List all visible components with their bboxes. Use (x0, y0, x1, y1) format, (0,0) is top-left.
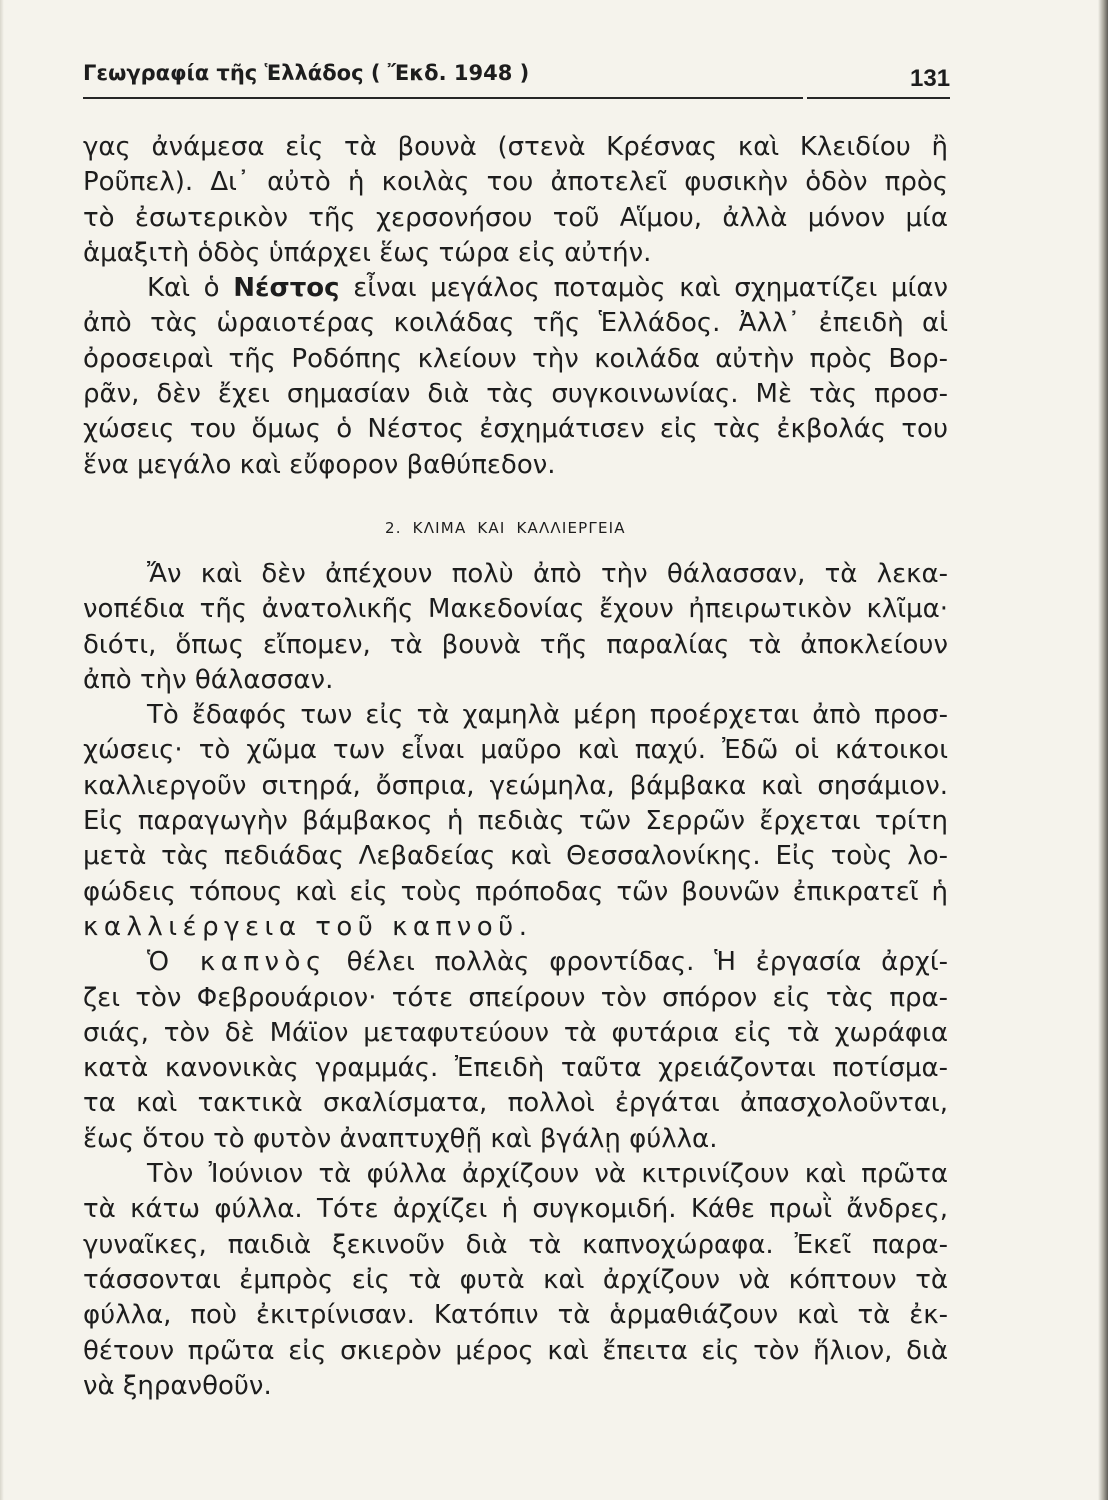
paragraph (83, 130, 948, 271)
text-segment: Καὶ ὁ (147, 273, 220, 304)
text-line: γας ἀνάμεσα εἰς τὰ βουνὰ (στενὰ Κρέσνας καὶ Κλειδίου ἢ (83, 132, 948, 162)
text-line: ἀπὸ τὰς ὡραιοτέρας κοιλάδας τῆς Ἑλλάδος. Ἀλλ᾽ ἐπειδὴ αἱ (83, 308, 948, 339)
text-line: χώσεις του ὅμως ὁ Νέστος ἐσχημάτισεν εἰς τὰς ἐκβολάς του (83, 414, 948, 445)
text-line (83, 271, 948, 306)
text-line: Τὸν Ἰούνιον τὰ φύλλα ἀρχίζουν νὰ κιτρινίζουν καὶ πρῶτα (147, 1159, 948, 1190)
text-line: Εἰς παραγωγὴν βάμβακος ἡ πεδιὰς τῶν Σερρῶν ἔρχεται τρίτη (83, 806, 948, 837)
section-heading: 2. ΚΛΙΜΑ ΚΑΙ ΚΑΛΛΙΕΡΓΕΙΑ (385, 519, 626, 537)
text-line: ρᾶν, δὲν ἔχει σημασίαν διὰ τὰς συγκοινωνίας. Μὲ τὰς προσ- (83, 379, 948, 410)
paragraph (83, 557, 948, 698)
text-line: φώδεις τόπους καὶ εἰς τοὺς πρόποδας τῶν βουνῶν ἐπικρατεῖ ἡ (83, 876, 948, 907)
text-line: διότι, ὅπως εἴπομεν, τὰ βουνὰ τῆς παραλίας τὰ ἀποκλείουν (83, 629, 948, 660)
text-line: τα καὶ τακτικὰ σκαλίσματα, πολλοὶ ἐργάται ἀπασχολοῦνται, (83, 1088, 948, 1119)
text-line: θέτουν πρῶτα εἰς σκιερὸν μέρος καὶ ἔπειτα εἰς τὸν ἥλιον, διὰ (83, 1335, 948, 1366)
paragraph (83, 1157, 948, 1404)
text-line: Ἄν καὶ δὲν ἀπέχουν πολὺ ἀπὸ τὴν θάλασσαν, τὰ λεκα- (147, 559, 948, 589)
text-line: τὰ κάτω φύλλα. Τότε ἀρχίζει ἡ συγκομιδή. Κάθε πρωῒ ἄνδρες, (83, 1194, 948, 1225)
running-title: Γεωγραφία τῆς Ἑλλάδος ( Ἔκδ. 1948 ) (83, 61, 530, 85)
text-line (83, 945, 948, 980)
page-edge-right (1098, 0, 1108, 1500)
spaced-term: Ὁ καπνὸς (147, 947, 327, 978)
text-line: νὰ ξηρανθοῦν. (83, 1370, 272, 1401)
text-line: χώσεις· τὸ χῶμα των εἶναι μαῦρο καὶ παχύ. Ἐδῶ οἱ κάτοικοι (83, 735, 948, 766)
running-head (83, 60, 529, 86)
bold-term: Νέστος (233, 273, 340, 304)
section-1-text (83, 130, 948, 483)
text-line: Τὸ ἔδαφός των εἰς τὰ χαμηλὰ μέρη προέρχεται ἀπὸ προσ- (147, 700, 948, 731)
text-line: σιάς, τὸν δὲ Μάϊον μεταφυτεύουν τὰ φυτάρια εἰς τὰ χωράφια (83, 1017, 948, 1048)
text-line: ζει τὸν Φεβρουάριον· τότε σπείρουν τὸν σπόρον εἰς τὰς πρα- (83, 982, 948, 1013)
text-line: γυναῖκες, παιδιὰ ξεκινοῦν διὰ τὰ καπνοχώραφα. Ἐκεῖ παρα- (83, 1229, 948, 1260)
text-segment: εἶναι μεγάλος ποταμὸς καὶ σχηματίζει μίαν (353, 273, 949, 304)
page-edge-left (0, 0, 4, 1500)
text-line: ἕως ὅτου τὸ φυτὸν ἀναπτυχθῇ καὶ βγάλῃ φύλλα. (83, 1123, 718, 1154)
text-line: μετὰ τὰς πεδιάδας Λεβαδείας καὶ Θεσσαλονίκης. Εἰς τοὺς λο- (83, 841, 948, 872)
text-line: τὸ ἐσωτερικὸν τῆς χερσονήσου τοῦ Αἵμου, ἀλλὰ μόνον μία (83, 202, 948, 233)
text-line: ἕνα μεγάλο καὶ εὔφορον βαθύπεδον. (83, 449, 556, 480)
text-line: φύλλα, ποὺ ἐκιτρίνισαν. Κατόπιν τὰ ἁρμαθιάζουν καὶ τὰ ἐκ- (83, 1300, 948, 1331)
text-line: κατὰ κανονικὰς γραμμάς. Ἐπειδὴ ταῦτα χρειάζονται ποτίσμα- (83, 1053, 948, 1084)
text-line: ἁμαξιτὴ ὁδὸς ὑπάρχει ἕως τώρα εἰς αὐτήν. (83, 237, 652, 268)
header-rule (83, 97, 803, 99)
text-line: ἀπὸ τὴν θάλασσαν. (83, 664, 334, 695)
text-line: Ροῦπελ). Δι᾽ αὐτὸ ἡ κοιλὰς του ἀποτελεῖ φυσικὴν ὁδὸν πρὸς (83, 167, 948, 198)
text-line: καλλιεργοῦν σιτηρά, ὄσπρια, γεώμηλα, βάμβακα καὶ σησάμιον. (83, 770, 948, 801)
paragraph (83, 698, 948, 945)
text-line: νοπέδια τῆς ἀνατολικῆς Μακεδονίας ἔχουν ἠπειρωτικὸν κλῖμα· (83, 594, 948, 625)
header-rule-end (807, 97, 950, 99)
spaced-text-line: καλλιέργεια τοῦ καπνοῦ. (83, 911, 533, 942)
page-number: 131 (910, 65, 951, 92)
text-segment: θέλει πολλὰς φροντίδας. Ἡ ἐργασία ἀρχί- (346, 947, 948, 978)
text-line: ὀροσειραὶ τῆς Ροδόπης κλείουν τὴν κοιλάδα αὐτὴν πρὸς Βορ- (83, 343, 948, 374)
section-2-text (83, 557, 948, 1404)
paragraph (83, 271, 948, 483)
paragraph (83, 945, 948, 1157)
text-line: τάσσονται ἐμπρὸς εἰς τὰ φυτὰ καὶ ἀρχίζουν νὰ κόπτουν τὰ (83, 1264, 948, 1295)
